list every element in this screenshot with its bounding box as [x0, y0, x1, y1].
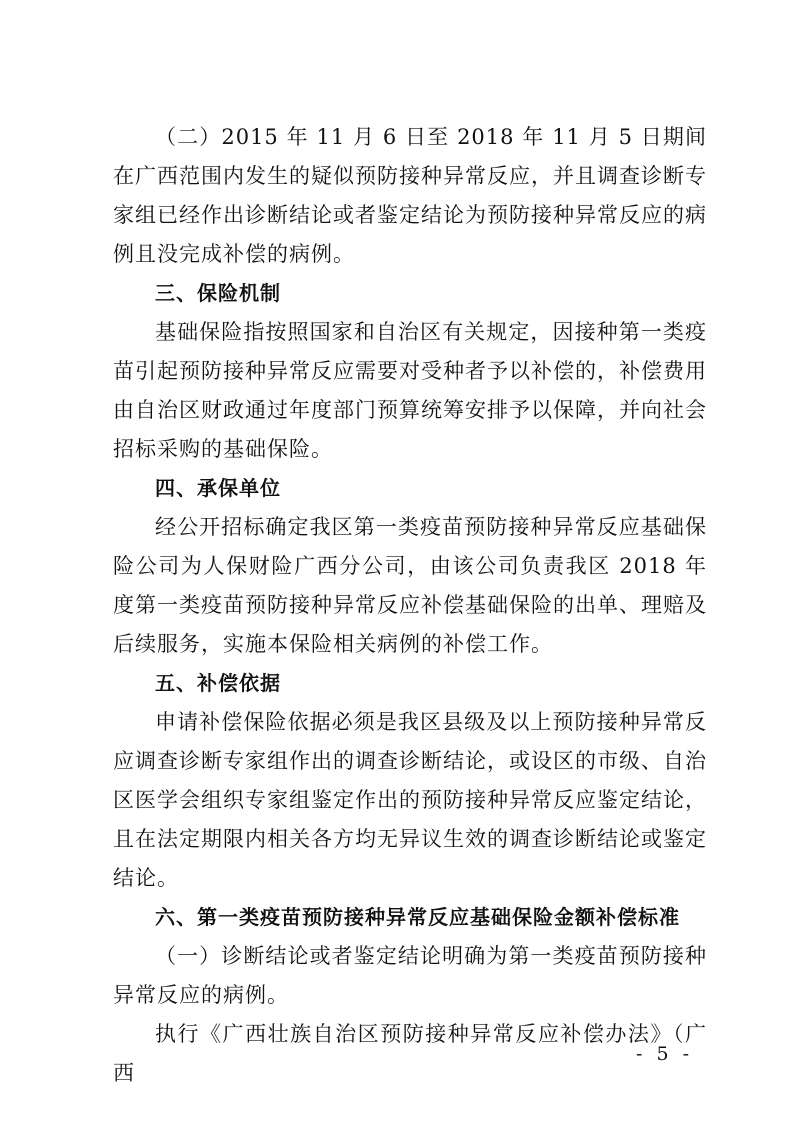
paragraph-underwriter: 经公开招标确定我区第一类疫苗预防接种异常反应基础保险公司为人保财险广西分公司，由该公司负责我区 2018 年度第一类疫苗预防接种异常反应补偿基础保险的出单、理赔及后续服务，实施本保险相关病例的补偿工作。 — [113, 515, 707, 656]
heading-insurance-mechanism: 三、保险机制 — [155, 281, 281, 305]
paragraph-standard-case-type: （一）诊断结论或者鉴定结论明确为第一类疫苗预防接种异常反应的病例。 — [113, 944, 707, 1007]
paragraph-standard-execution: 执行《广西壮族自治区预防接种异常反应补偿办法》（广西 — [113, 1022, 707, 1085]
document-body — [113, 118, 707, 1093]
heading-compensation-basis: 五、补偿依据 — [155, 671, 281, 695]
page-number: - 5 - — [636, 1043, 694, 1065]
heading-underwriter: 四、承保单位 — [155, 476, 281, 500]
paragraph-case-period: （二）2015 年 11 月 6 日至 2018 年 11 月 5 日期间在广西范围内发生的疑似预防接种异常反应，并且调查诊断专家组已经作出诊断结论或者鉴定结论为预防接种异常反应的病例且没完成补偿的病例。 — [113, 125, 707, 266]
heading-compensation-standard: 六、第一类疫苗预防接种异常反应基础保险金额补偿标准 — [155, 905, 680, 929]
paragraph-insurance-mechanism: 基础保险指按照国家和自治区有关规定，因接种第一类疫苗引起预防接种异常反应需要对受种者予以补偿的，补偿费用由自治区财政通过年度部门预算统筹安排予以保障，并向社会招标采购的基础保险。 — [113, 320, 707, 461]
paragraph-compensation-basis: 申请补偿保险依据必须是我区县级及以上预防接种异常反应调查诊断专家组作出的调查诊断结论，或设区的市级、自治区医学会组织专家组鉴定作出的预防接种异常反应鉴定结论，且在法定期限内相关各方均无异议生效的调查诊断结论或鉴定结论。 — [113, 710, 707, 890]
